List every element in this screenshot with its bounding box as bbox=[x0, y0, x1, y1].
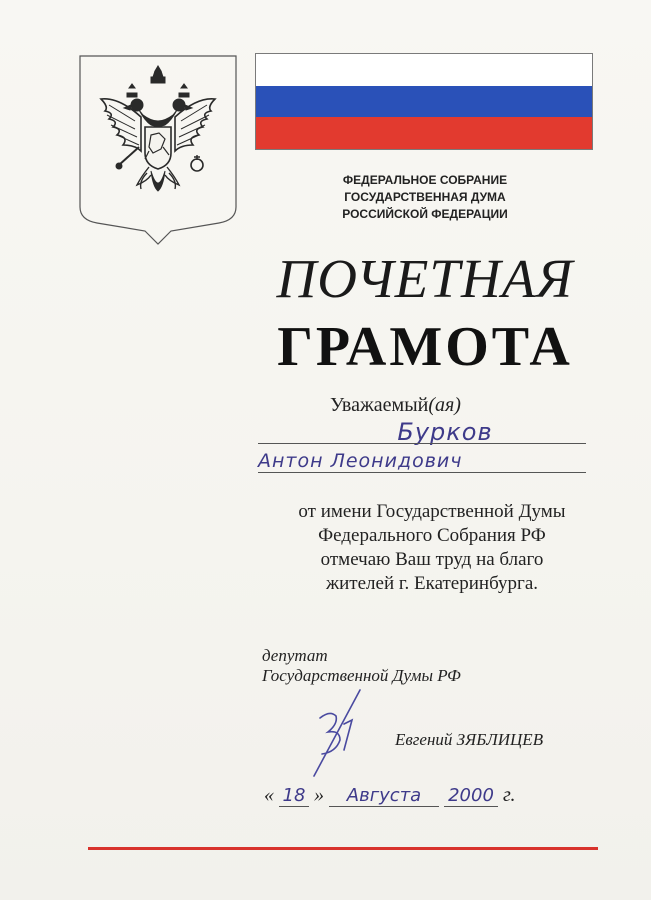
date-close-quote: » bbox=[314, 784, 324, 806]
date-suffix: г. bbox=[503, 784, 516, 806]
institution-line-1: ФЕДЕРАЛЬНОЕ СОБРАНИЕ bbox=[342, 173, 508, 187]
greeting bbox=[330, 394, 461, 417]
name-rule bbox=[258, 472, 586, 473]
flag-stripe-blue bbox=[256, 86, 592, 118]
date-open-quote: « bbox=[264, 784, 274, 806]
body-line-1: от имени Государственной Думы bbox=[298, 501, 566, 522]
flag-stripe-red bbox=[256, 117, 592, 149]
institution-line-3: РОССИЙСКОЙ ФЕДЕРАЦИИ bbox=[342, 207, 508, 221]
surname-rule bbox=[258, 443, 586, 444]
recipient-name: Антон Леонидович bbox=[258, 450, 463, 472]
signatory-name: Евгений ЗЯБЛИЦЕВ bbox=[395, 730, 544, 749]
body-line-4: жителей г. Екатеринбурга. bbox=[326, 573, 538, 594]
body-line-3: отмечаю Ваш труд на благо bbox=[320, 549, 544, 570]
russian-flag bbox=[255, 53, 593, 150]
coat-of-arms-frame bbox=[79, 55, 237, 245]
date-year: 2000 bbox=[444, 785, 498, 807]
date-day: 18 bbox=[279, 785, 309, 807]
double-headed-eagle-icon bbox=[101, 66, 215, 191]
signatory-role-line-2: Государственной Думы РФ bbox=[262, 666, 461, 685]
title-line-2: ГРАМОТА bbox=[277, 316, 573, 378]
greeting-word: Уважаемый bbox=[330, 394, 429, 416]
handwritten-signature bbox=[300, 680, 380, 780]
institution-line-2: ГОСУДАРСТВЕННАЯ ДУМА bbox=[344, 190, 506, 204]
certificate-text bbox=[252, 500, 612, 596]
title-line-1: ПОЧЕТНАЯ bbox=[276, 248, 574, 309]
flag-stripe-white bbox=[256, 54, 592, 86]
greeting-suffix: (ая) bbox=[428, 394, 461, 416]
issue-date bbox=[264, 784, 516, 807]
institution-heading bbox=[280, 172, 570, 223]
bottom-accent-line bbox=[88, 847, 598, 850]
date-month: Августа bbox=[329, 785, 439, 807]
body-line-2: Федерального Собрания РФ bbox=[318, 525, 546, 546]
signatory-role-line-1: депутат bbox=[262, 646, 328, 665]
recipient-surname: Бурков bbox=[397, 418, 493, 446]
